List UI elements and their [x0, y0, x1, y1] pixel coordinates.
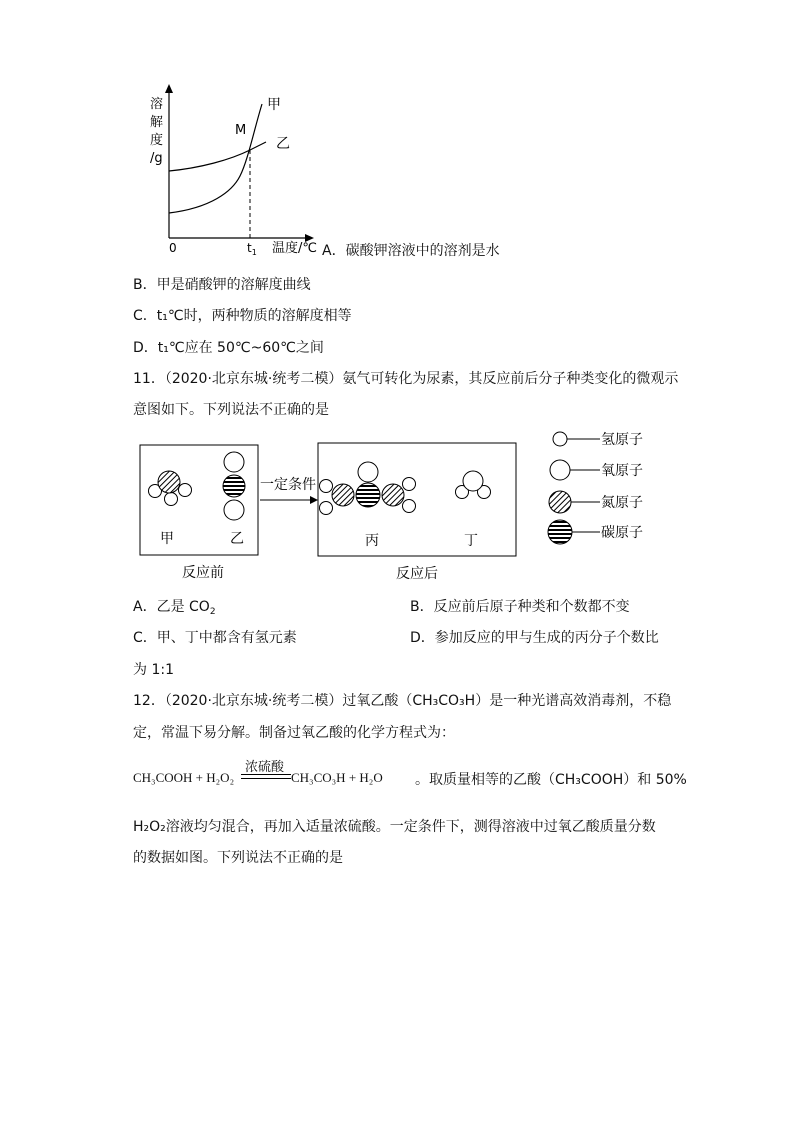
q11-option-c: C．甲、丁中都含有氢元素: [133, 630, 297, 646]
y-label-2: 解: [150, 115, 164, 130]
o-atom: [224, 452, 244, 472]
y-label-3: 度: [150, 133, 164, 148]
o-atom: [358, 462, 378, 482]
q12-equation: [133, 756, 687, 792]
eq-double-line: [241, 774, 291, 779]
n-atom: [158, 471, 180, 493]
h-atom: [403, 500, 416, 513]
eq-tail: 。取质量相等的乙酸（CH₃COOH）和 50%: [415, 772, 687, 788]
x-axis-label: 温度/℃: [272, 241, 317, 256]
legend-n-icon: [549, 491, 571, 513]
eq-catalyst: 浓硫酸: [245, 760, 285, 775]
legend-h-icon: [553, 432, 567, 446]
legend-n-label: 氮原子: [601, 495, 643, 511]
n-atom: [332, 484, 354, 506]
reaction-arrowhead: [310, 496, 318, 504]
legend-c-label: 碳原子: [601, 525, 643, 541]
q12-line3: H₂O₂溶液均匀混合，再加入适量浓硫酸。一定条件下，测得溶液中过氧乙酸质量分数: [133, 819, 656, 835]
q11-stem-line1: 11．（2020·北京东城·统考二模）氨气可转化为尿素，其反应前后分子种类变化的微观示: [133, 371, 679, 387]
eq-right: CH₃CO₃H + H₂O: [291, 770, 383, 785]
label-bing: 丙: [365, 533, 379, 549]
h-atom: [179, 484, 192, 497]
legend-o-label: 氧原子: [601, 463, 643, 479]
curve-jia: [169, 104, 262, 213]
o-atom: [224, 500, 244, 520]
intersection-label: M: [235, 123, 247, 138]
curve-yi-label: 乙: [276, 136, 290, 152]
label-before: 反应前: [182, 565, 224, 581]
q10-option-b: B．甲是硝酸钾的溶解度曲线: [133, 277, 311, 293]
legend-c-icon: [548, 520, 572, 544]
q12-stem-line2: 定，常温下易分解。制备过氧乙酸的化学方程式为：: [133, 725, 455, 741]
origin-label: 0: [169, 241, 177, 255]
n-atom: [382, 484, 404, 506]
q12-stem-line1: 12．（2020·北京东城·统考二模）过氧乙酸（CH₃CO₃H）是一种光谱高效消毒剂，不稳: [133, 693, 672, 709]
curve-yi: [169, 142, 266, 171]
q11-option-b: B．反应前后原子种类和个数都不变: [410, 599, 630, 615]
q11-stem-line2: 意图如下。下列说法不正确的是: [133, 402, 329, 418]
q10-option-d: D．t₁℃应在 50℃~60℃之间: [133, 340, 324, 356]
eq-left: CH₃COOH + H₂O₂: [133, 770, 235, 785]
h-atom: [165, 493, 178, 506]
q11-option-d-cont: 为 1:1: [133, 662, 174, 678]
label-after: 反应后: [396, 566, 438, 582]
label-jia: 甲: [160, 531, 174, 547]
molecule-diagram: [130, 425, 670, 590]
q11-option-a-text: A．乙是 CO: [133, 599, 210, 615]
condition-label: 一定条件: [260, 477, 316, 493]
y-axis-arrow: [165, 84, 173, 93]
legend-h-label: 氢原子: [601, 432, 643, 448]
q11-option-d: D．参加反应的甲与生成的丙分子个数比: [410, 630, 659, 646]
o-atom: [463, 471, 483, 491]
q11-option-a: [133, 598, 216, 616]
q10-option-c: C．t₁℃时，两种物质的溶解度相等: [133, 308, 352, 324]
y-label-4: /g: [150, 151, 163, 166]
q11-option-a-sub: 2: [209, 607, 216, 617]
label-ding: 丁: [464, 533, 478, 549]
h-atom: [320, 480, 333, 493]
h-atom: [403, 478, 416, 491]
t1-label: $t_1$: [247, 241, 257, 257]
q12-line4: 的数据如图。下列说法不正确的是: [133, 850, 343, 866]
legend-o-icon: [550, 460, 570, 480]
c-atom: [223, 475, 245, 497]
solubility-chart: [140, 80, 330, 260]
c-atom: [356, 483, 380, 507]
q10-option-a: A．碳酸钾溶液中的溶剂是水: [322, 243, 500, 259]
curve-jia-label: 甲: [267, 97, 281, 113]
h-atom: [320, 502, 333, 515]
y-label-1: 溶: [150, 97, 164, 112]
label-yi: 乙: [230, 531, 244, 547]
